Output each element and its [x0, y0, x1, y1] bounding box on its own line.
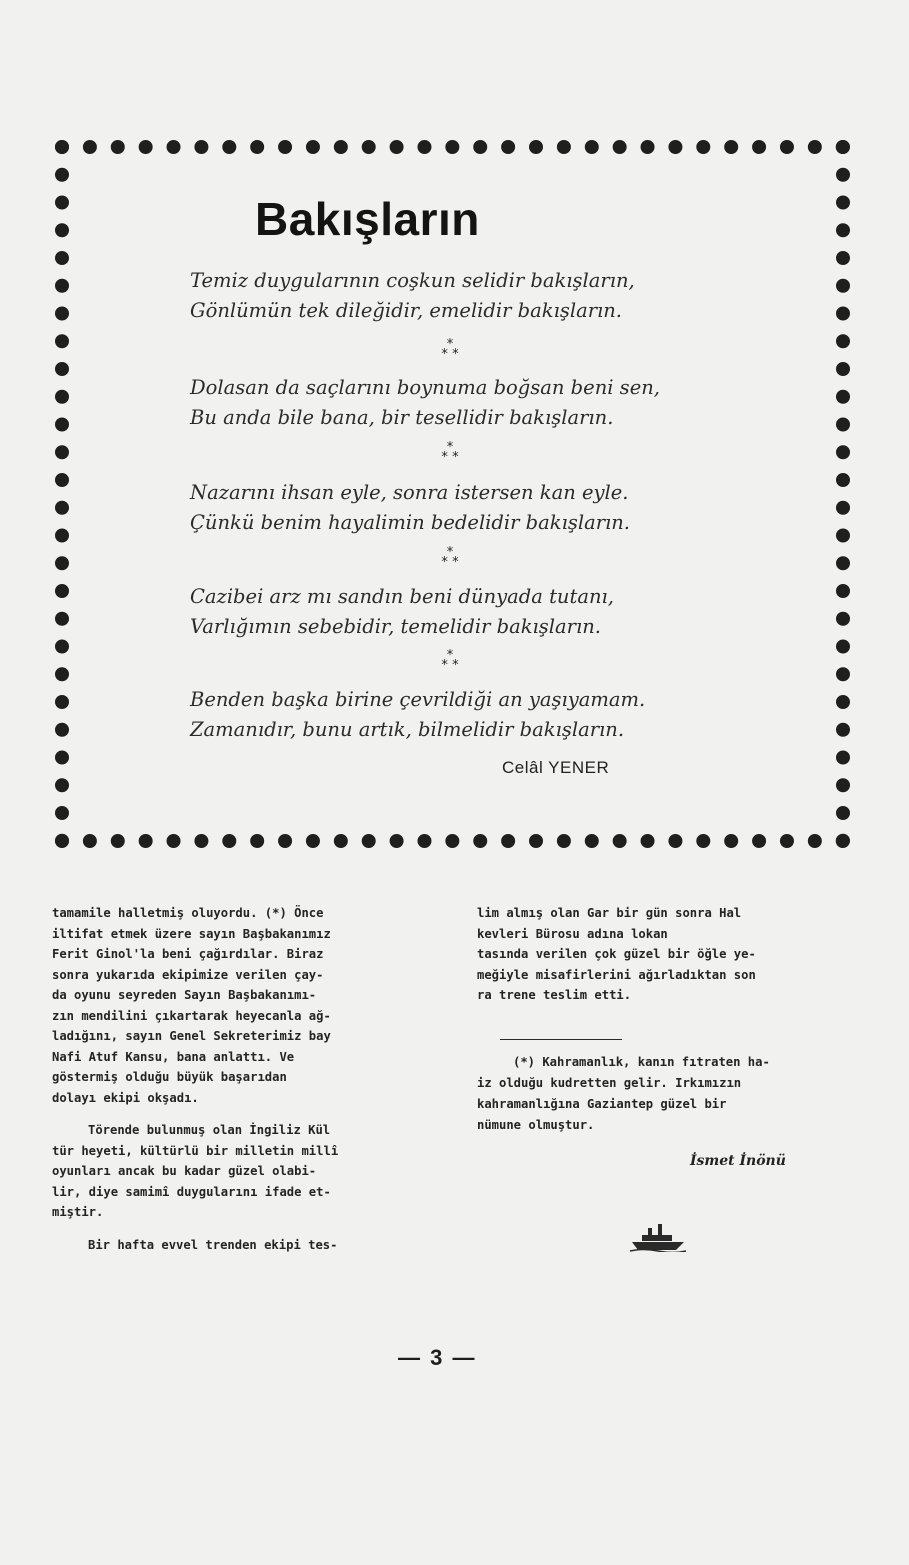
text-line: Ferit Ginol'la beni çağırdılar. Biraz: [52, 947, 324, 961]
footnote-line: (*) Kahramanlık, kanın fıtraten ha-: [513, 1055, 770, 1069]
stanza-separator: * * *: [441, 545, 459, 570]
footnote-line: kahramanlığına Gaziantep güzel bir: [477, 1097, 727, 1111]
text-line: meğiyle misafirlerini ağırladıktan son: [477, 967, 756, 982]
text-line: tasında verilen çok güzel bir öğle ye-: [477, 947, 756, 961]
article-left-column: [52, 903, 442, 1255]
poem-line: Dolasan da saçlarını boynuma boğsan beni sen,: [190, 376, 660, 399]
text-line: da oyunu seyreden Sayın Başbakanımı-: [52, 988, 317, 1002]
text-line: ladığını, sayın Genel Sekreterimiz bay: [52, 1029, 331, 1043]
text-line: oyunları ancak bu kadar güzel olabi-: [52, 1164, 317, 1178]
ship-icon: [628, 1218, 688, 1252]
text-line: dolayı ekipi okşadı.: [52, 1090, 199, 1105]
footnote-signature: İsmet İnönü: [690, 1153, 786, 1169]
text-line: Bir hafta evvel trenden ekipi tes-: [88, 1237, 338, 1252]
text-line: zın mendilini çıkartarak heyecanla ağ-: [52, 1008, 331, 1023]
text-line: miştir.: [52, 1205, 104, 1219]
poem-stanza-3: [190, 478, 790, 538]
poem-stanza-4: [190, 582, 790, 642]
poem-line: Nazarını ihsan eyle, sonra istersen kan eyle.: [190, 481, 629, 504]
text-line: Törende bulunmuş olan İngiliz Kül: [88, 1123, 331, 1137]
poem-stanza-5: [190, 685, 790, 745]
text-line: ra trene teslim etti.: [477, 988, 632, 1002]
text-line: lim almış olan Gar bir gün sonra Hal: [477, 906, 742, 920]
text-line: göstermiş olduğu büyük başarıdan: [52, 1070, 287, 1084]
footnote-line: nümune olmuştur.: [477, 1118, 595, 1132]
poem-line: Çünkü benim hayalimin bedelidir bakışların.: [190, 511, 631, 534]
text-line: tamamile halletmiş oluyordu. (*) Önce: [52, 906, 324, 920]
poem-stanza-2: [190, 373, 790, 433]
text-line: lir, diye samimî duygularını ifade et-: [52, 1184, 331, 1199]
poem-title: Bakışların: [255, 193, 480, 245]
footnote-divider: [500, 1039, 622, 1040]
page-number: — 3 —: [398, 1345, 477, 1370]
text-line: sonra yukarıda ekipimize verilen çay-: [52, 967, 324, 982]
poem-line: Cazibei arz mı sandın beni dünyada tutanı,: [190, 585, 614, 608]
poem-author: Celâl YENER: [502, 758, 610, 777]
article-right-column: [477, 903, 857, 1006]
footnote-line: iz olduğu kudretten gelir. Irkımızın: [477, 1076, 742, 1090]
footnote: [477, 1052, 857, 1136]
text-line: tür heyeti, kültürlü bir milletin millî: [52, 1143, 339, 1158]
poem-line: Temiz duygularının coşkun selidir bakışların,: [190, 269, 635, 292]
poem-stanza-1: [190, 266, 790, 326]
stanza-separator: * * *: [441, 337, 459, 362]
stanza-separator: * * *: [441, 648, 459, 673]
poem-line: Gönlümün tek dileğidir, emelidir bakışların.: [190, 299, 623, 322]
poem-line: Bu anda bile bana, bir tesellidir bakışların.: [190, 406, 614, 429]
text-line: Nafi Atuf Kansu, bana anlattı. Ve: [52, 1049, 295, 1064]
poem-line: Varlığımın sebebidir, temelidir bakışların.: [190, 615, 601, 638]
text-line: kevleri Bürosu adına lokan: [477, 926, 668, 941]
poem-line: Benden başka birine çevrildiği an yaşıyamam.: [190, 688, 646, 711]
stanza-separator: * * *: [441, 440, 459, 465]
text-line: iltifat etmek üzere sayın Başbakanımız: [52, 926, 331, 941]
poem-line: Zamanıdır, bunu artık, bilmelidir bakışların.: [190, 718, 625, 741]
